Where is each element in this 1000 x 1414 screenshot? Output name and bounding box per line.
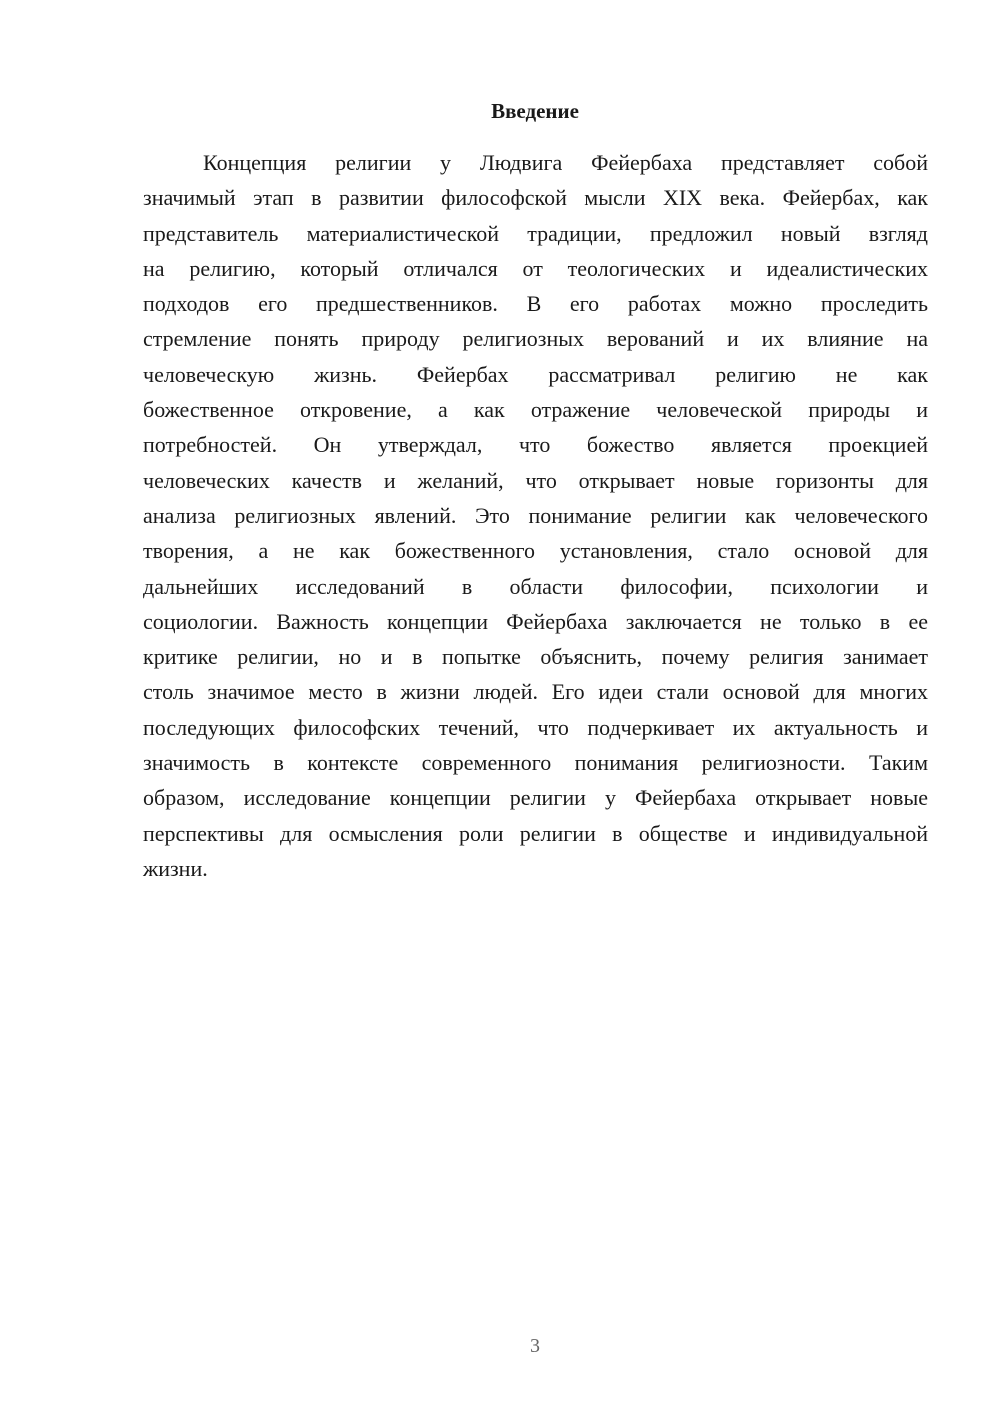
paragraph-line: человеческую жизнь. Фейербах рассматривал религию не как (143, 361, 928, 387)
paragraph-line: значимость в контексте современного понимания религиозности. Таким (143, 750, 928, 776)
page-number: 3 (530, 1335, 540, 1357)
paragraph-line: стремление понять природу религиозных верований и их влияние на (143, 326, 928, 352)
paragraph-line: образом, исследование концепции религии у Фейербаха открывает новые (143, 785, 928, 811)
paragraph-line: социологии. Важность концепции Фейербаха заключается не только в ее (143, 608, 928, 634)
paragraph-line: человеческих качеств и желаний, что открывает новые горизонты для (143, 467, 928, 493)
paragraph-line: представитель материалистической традиции, предложил новый взгляд (143, 220, 928, 246)
paragraph-line: последующих философских течений, что подчеркивает их актуальность и (143, 714, 928, 740)
paragraph-line: на религию, который отличался от теологических и идеалистических (143, 255, 928, 281)
paragraph-line: критике религии, но и в попытке объяснить, почему религия занимает (143, 644, 928, 670)
paragraph-line: дальнейших исследований в области философии, психологии и (143, 573, 928, 599)
section-heading: Введение (491, 99, 579, 123)
paragraph-line: жизни. (143, 855, 208, 881)
paragraph-line: потребностей. Он утверждал, что божество является проекцией (143, 432, 928, 458)
paragraph-line: Концепция религии у Людвига Фейербаха представляет собой (203, 150, 928, 175)
paragraph-line: божественное откровение, а как отражение человеческой природы и (143, 397, 928, 423)
paragraph-line: перспективы для осмысления роли религии в обществе и индивидуальной (143, 820, 928, 846)
paragraph-line: анализа религиозных явлений. Это понимание религии как человеческого (143, 502, 928, 528)
body-paragraph (143, 145, 928, 886)
paragraph-line: творения, а не как божественного установления, стало основой для (143, 538, 928, 564)
paragraph-line: значимый этап в развитии философской мысли XIX века. Фейербах, как (143, 185, 928, 211)
paragraph-line: столь значимое место в жизни людей. Его идеи стали основой для многих (143, 679, 928, 705)
paragraph-line: подходов его предшественников. В его работах можно проследить (143, 291, 928, 317)
